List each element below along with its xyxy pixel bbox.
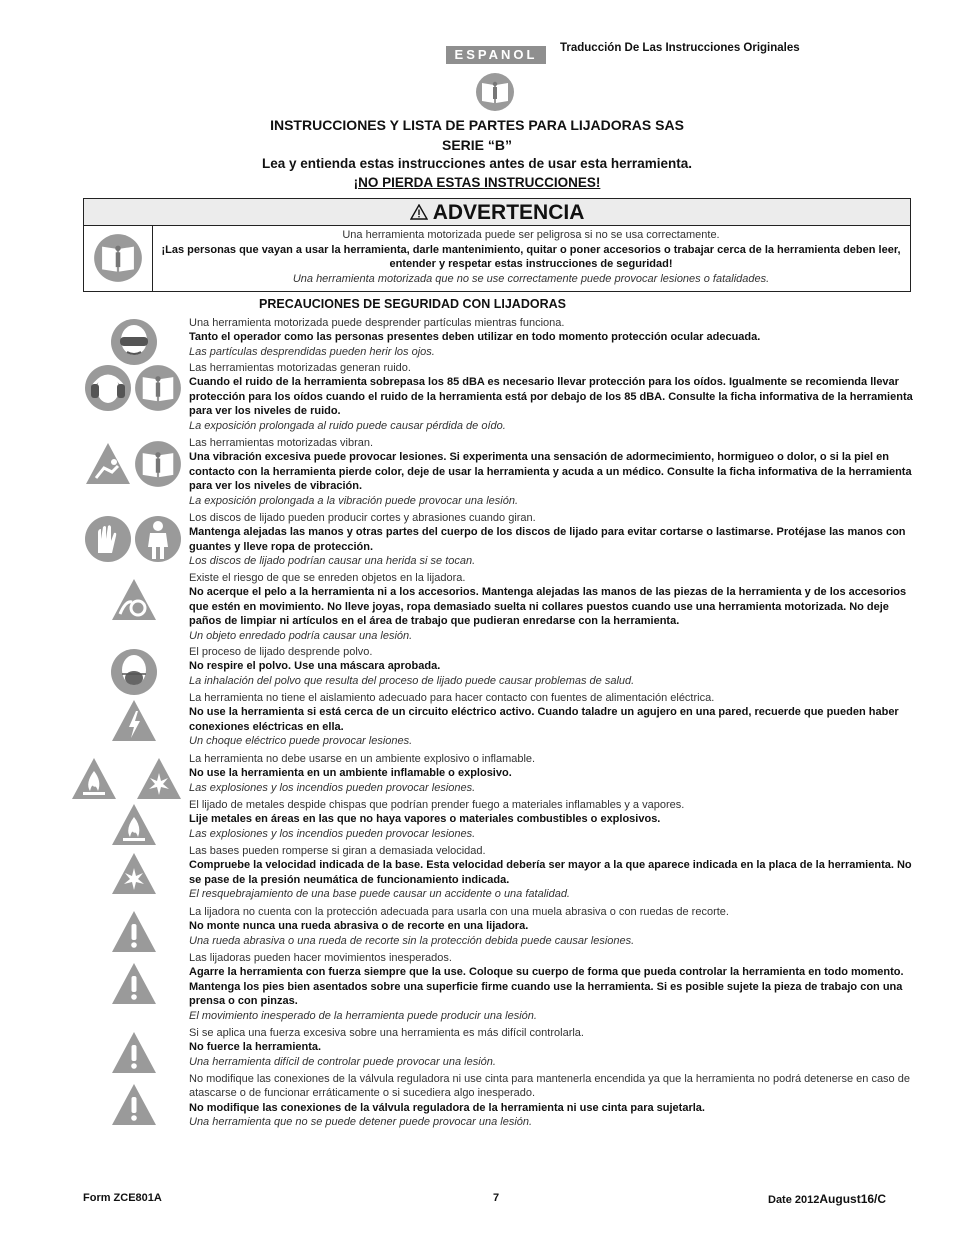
electric-shock-icon (110, 697, 158, 745)
safety-item-hazard: Una herramienta motorizada puede desprender partículas mientras funciona. (189, 317, 565, 329)
entanglement-hazard-icon (110, 576, 158, 624)
safety-item-instruction: No acerque el pelo a la herramienta ni a los accesorios. Mantenga alejadas las manos de las piezas de la herramienta y de los accesorios que estén en movimiento. No lleve joyas, ropa demasiado suelta ni collares puestos cuando use una herramienta motorizada. No deje paños de limpiar ni artículos en el área de trabajo que pudieran enredarse con la herramienta. (189, 586, 907, 628)
safety-item-instruction: Lije metales en áreas en las que no haya vapores o materiales combustibles o explosivos. (189, 813, 661, 826)
safety-item (189, 691, 914, 749)
fire-hazard-icon (110, 801, 158, 849)
dust-mask-icon (110, 648, 158, 696)
read-instructions-notice: Lea y entienda estas instrucciones antes de usar esta herramienta. (262, 156, 692, 171)
protective-clothing-icon (134, 515, 182, 563)
original-instructions-note: Traducción De Las Instrucciones Originales (560, 42, 800, 54)
read-manual-icon (93, 233, 143, 283)
safety-item-instruction: Compruebe la velocidad indicada de la base. Esta velocidad debería ser mayor a la que aparece indicada en la placa de la herramienta. No se pase de la presión neumática de funcionamiento indicada. (189, 859, 912, 886)
safety-item-consequence: Las explosiones y los incendios pueden provocar lesiones. (189, 781, 476, 794)
safety-item (189, 511, 914, 569)
warning-icon-cell (84, 226, 153, 291)
warning-heading (84, 199, 910, 226)
general-warning-icon (110, 960, 158, 1008)
precautions-title: PRECAUCIONES DE SEGURIDAD CON LIJADORAS (259, 297, 566, 311)
fire-hazard-icon (70, 755, 118, 803)
page-number: 7 (493, 1192, 500, 1204)
safety-item-hazard: Las lijadoras pueden hacer movimientos inesperados. (189, 952, 452, 964)
safety-item-consequence: Los discos de lijado podrían causar una herida si se tocan. (189, 555, 476, 568)
warning-bold-text: ¡Las personas que vayan a usar la herramienta, darle mantenimiento, quitar o poner accesorios o trabajar cerca de la herramienta deben leer, entender y respetar estas instrucciones de seguridad! (161, 243, 901, 271)
safety-item-instruction: Cuando el ruido de la herramienta sobrepasa los 85 dBA es necesario llevar protección para los oídos. Igualmente se recomienda llevar protección para los oídos cuando el ruido de la herramienta está por debajo de los 85 dBA. Consulte la ficha informativa de la herramienta para ver los niveles de ruido. (189, 376, 913, 418)
warning-box (83, 198, 911, 292)
explosion-hazard-icon (110, 850, 158, 898)
safety-item-instruction: Una vibración excesiva puede provocar lesiones. Si experimenta una sensación de adormecimiento, hormigueo o dolor, o si la piel en contacto con la herramienta pierde color, deje de usar la herramienta y acuda a un médico. Consulte la ficha informativa de la herramienta para ver los niveles de vibración. (189, 451, 912, 493)
safety-item (189, 1072, 914, 1130)
safety-item (189, 436, 914, 508)
safety-item-instruction: Tanto el operador como las personas presentes deben utilizar en todo momento protección ocular adecuada. (189, 331, 761, 344)
safety-item (189, 951, 914, 1023)
safety-item-instruction: Agarre la herramienta con fuerza siempre que la use. Coloque su cuerpo de forma que pueda controlar la herramienta en todo momento. Mantenga los pies bien asentados sobre una superficie firme cuando use la herramienta. Si es posible sujete la pieza de trabajo con una prensa o con pinzas. (189, 966, 904, 1008)
document-title: INSTRUCCIONES Y LISTA DE PARTES PARA LIJADORAS SAS (270, 117, 684, 133)
read-manual-icon (134, 364, 182, 412)
safety-item (189, 1026, 914, 1069)
safety-item-consequence: Las partículas desprendidas pueden herir los ojos. (189, 345, 435, 358)
safety-item-instruction: Mantenga alejadas las manos y otras partes del cuerpo de los discos de lijado para evitar cortarse o lastimarse. Protéjase las manos con guantes y lleve ropa de protección. (189, 526, 906, 553)
gloves-icon (84, 515, 132, 563)
safety-item (189, 844, 914, 902)
safety-item-hazard: La lijadora no cuenta con la protección adecuada para usarla con una muela abrasiva o con ruedas de recorte. (189, 906, 729, 918)
language-badge: ESPANOL (446, 46, 546, 64)
safety-item-consequence: La exposición prolongada a la vibración puede provocar una lesión. (189, 494, 519, 507)
document-series: SERIE “B” (441, 137, 512, 153)
safety-item-hazard: Las herramientas motorizadas generan ruido. (189, 362, 411, 374)
warning-heading-text: ADVERTENCIA (432, 201, 585, 224)
safety-item-instruction: No use la herramienta en un ambiente inflamable o explosivo. (189, 767, 512, 780)
keep-instructions-notice: ¡NO PIERDA ESTAS INSTRUCCIONES! (353, 175, 601, 190)
read-manual-icon (473, 72, 517, 112)
safety-item-hazard: Las bases pueden romperse si giran a demasiada velocidad. (189, 845, 486, 857)
warning-italic-text: Una herramienta motorizada que no se use correctamente puede provocar lesiones o fatalidades. (292, 272, 770, 285)
ear-protection-icon (84, 364, 132, 412)
safety-item-consequence: Las explosiones y los incendios pueden provocar lesiones. (189, 827, 476, 840)
vibration-hazard-icon (84, 440, 132, 488)
explosion-hazard-icon (135, 755, 183, 803)
safety-item-consequence: La inhalación del polvo que resulta del proceso de lijado puede causar problemas de salud. (189, 674, 635, 687)
safety-item (189, 905, 914, 948)
safety-item-consequence: Una herramienta difícil de controlar puede provocar una lesión. (189, 1055, 496, 1068)
safety-item (189, 752, 914, 795)
safety-item-instruction: No use la herramienta si está cerca de un circuito eléctrico activo. Cuando taladre un agujero en una pared, recuerde que pueden haber conexiones eléctricas en ella. (189, 706, 899, 733)
document-date (768, 1192, 886, 1206)
safety-item-consequence: Una rueda abrasiva o una rueda de recorte sin la protección debida puede causar lesiones. (189, 934, 635, 947)
safety-item-hazard: No modifique las conexiones de la válvula reguladora ni use cinta para mantenerla encendida ya que la herramienta no podrá detenerse en caso de atascarse o de funcionar erráticamente o si sucediera algo inesperado. (189, 1073, 910, 1100)
safety-item-hazard: La herramienta no tiene el aislamiento adecuado para hacer contacto con fuentes de alimentación eléctrica. (189, 692, 715, 704)
read-manual-icon (134, 440, 182, 488)
safety-item-hazard: Existe el riesgo de que se enreden objetos en la lijadora. (189, 572, 466, 584)
safety-item (189, 571, 914, 643)
general-warning-icon (110, 1029, 158, 1077)
safety-item-consequence: El movimiento inesperado de la herramienta puede producir una lesión. (189, 1009, 537, 1022)
safety-item-hazard: Los discos de lijado pueden producir cortes y abrasiones cuando giran. (189, 512, 536, 524)
date-suffix: August16/C (819, 1192, 887, 1206)
eye-protection-icon (110, 318, 158, 366)
warning-text (154, 228, 908, 286)
safety-item-hazard: El lijado de metales despide chispas que podrían prender fuego a materiales inflamables y a vapores. (189, 799, 685, 811)
safety-item (189, 316, 914, 359)
safety-item-instruction: No respire el polvo. Use una máscara aprobada. (189, 660, 441, 673)
form-number: Form ZCE801A (83, 1192, 162, 1204)
safety-item-consequence: El resquebrajamiento de una base puede causar un accidente o una fatalidad. (189, 888, 570, 901)
warning-triangle-icon (410, 204, 428, 220)
safety-item-instruction: No modifique las conexiones de la válvula reguladora de la herramienta ni use cinta para sujetarla. (189, 1101, 705, 1114)
warning-normal-text: Una herramienta motorizada puede ser peligrosa si no se usa correctamente. (342, 229, 720, 241)
general-warning-icon (110, 908, 158, 956)
safety-item-consequence: Un choque eléctrico puede provocar lesiones. (189, 735, 413, 748)
safety-item-hazard: La herramienta no debe usarse en un ambiente explosivo o inflamable. (189, 753, 536, 765)
safety-item-consequence: Una herramienta que no se puede detener puede provocar una lesión. (189, 1116, 533, 1129)
safety-item (189, 645, 914, 688)
safety-item-consequence: Un objeto enredado podría causar una lesión. (189, 629, 413, 642)
safety-item-hazard: Si se aplica una fuerza excesiva sobre una herramienta es más difícil controlarla. (189, 1027, 584, 1039)
safety-item-consequence: La exposición prolongada al ruido puede causar pérdida de oído. (189, 419, 506, 432)
date-prefix: Date 2012 (768, 1194, 820, 1206)
safety-item-hazard: El proceso de lijado desprende polvo. (189, 646, 373, 658)
safety-item (189, 798, 914, 841)
safety-item-instruction: No monte nunca una rueda abrasiva o de recorte en una lijadora. (189, 920, 529, 933)
general-warning-icon (110, 1081, 158, 1129)
safety-item (189, 361, 914, 433)
safety-item-hazard: Las herramientas motorizadas vibran. (189, 437, 374, 449)
safety-item-instruction: No fuerce la herramienta. (189, 1041, 322, 1054)
